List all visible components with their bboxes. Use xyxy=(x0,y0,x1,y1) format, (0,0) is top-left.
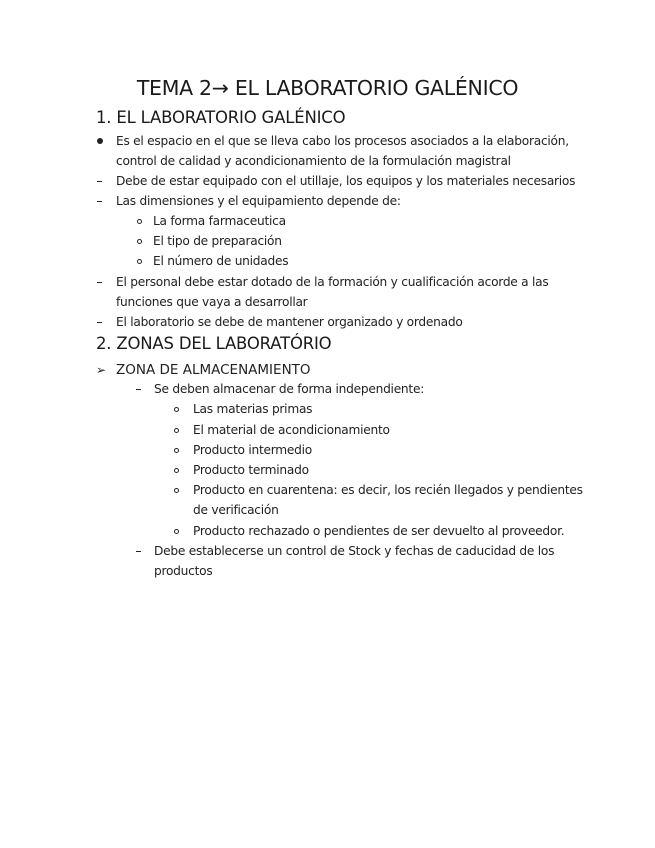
circle-bullet-icon xyxy=(174,468,179,473)
sub-list-item: El material de acondicionamiento xyxy=(193,423,390,437)
circle-bullet-icon xyxy=(174,407,179,412)
subsection-heading-label: ZONA DE ALMACENAMIENTO xyxy=(116,362,311,378)
list-item-line: Debe de estar equipado con el utillaje, los equipos y los materiales necesarios xyxy=(116,174,576,188)
list-item-line: Se deben almacenar de forma independiente: xyxy=(154,382,425,396)
arrowhead-icon: ➢ xyxy=(96,363,107,377)
sub-list-item: Producto rechazado o pendientes de ser devuelto al proveedor. xyxy=(193,524,565,538)
list-item-line: Debe establecerse un control de Stock y fechas de caducidad de los xyxy=(154,544,555,558)
list-item-line: Es el espacio en el que se lleva cabo los procesos asociados a la elaboración, xyxy=(116,134,569,148)
list-item-line: Las dimensiones y el equipamiento depende de: xyxy=(116,194,401,208)
sub-list-item: Producto intermedio xyxy=(193,443,312,457)
circle-bullet-icon xyxy=(137,259,142,264)
sub-list-item: de verificación xyxy=(193,503,279,517)
sub-list-item: La forma farmaceutica xyxy=(153,214,286,228)
list-item-line: El personal debe estar dotado de la formación y cualificación acorde a las xyxy=(116,275,549,289)
dash-icon xyxy=(97,201,102,202)
section-2-heading: 2. ZONAS DEL LABORATÓRIO xyxy=(96,334,332,353)
subsection-heading xyxy=(96,360,311,380)
list-item-line: funciones que vaya a desarrollar xyxy=(116,295,308,309)
dash-icon xyxy=(136,551,141,552)
list-item-line: productos xyxy=(154,564,213,578)
bullet-dot-icon xyxy=(97,138,103,144)
section-1-heading: 1. EL LABORATORIO GALÉNICO xyxy=(96,108,346,127)
circle-bullet-icon xyxy=(137,239,142,244)
dash-icon xyxy=(97,181,102,182)
sub-list-item: Producto terminado xyxy=(193,463,309,477)
circle-bullet-icon xyxy=(174,488,179,493)
list-item-line: control de calidad y acondicionamiento de la formulación magistral xyxy=(116,154,511,168)
list-item-line: El laboratorio se debe de mantener organizado y ordenado xyxy=(116,315,463,329)
dash-icon xyxy=(97,322,102,323)
sub-list-item: El número de unidades xyxy=(153,254,289,268)
circle-bullet-icon xyxy=(174,428,179,433)
dash-icon xyxy=(136,389,141,390)
circle-bullet-icon xyxy=(174,529,179,534)
sub-list-item: Las materias primas xyxy=(193,402,313,416)
circle-bullet-icon xyxy=(137,219,142,224)
circle-bullet-icon xyxy=(174,448,179,453)
sub-list-item: Producto en cuarentena: es decir, los recién llegados y pendientes xyxy=(193,483,583,497)
dash-icon xyxy=(97,282,102,283)
sub-list-item: El tipo de preparación xyxy=(153,234,282,248)
document-title: TEMA 2→ EL LABORATORIO GALÉNICO xyxy=(136,76,519,100)
